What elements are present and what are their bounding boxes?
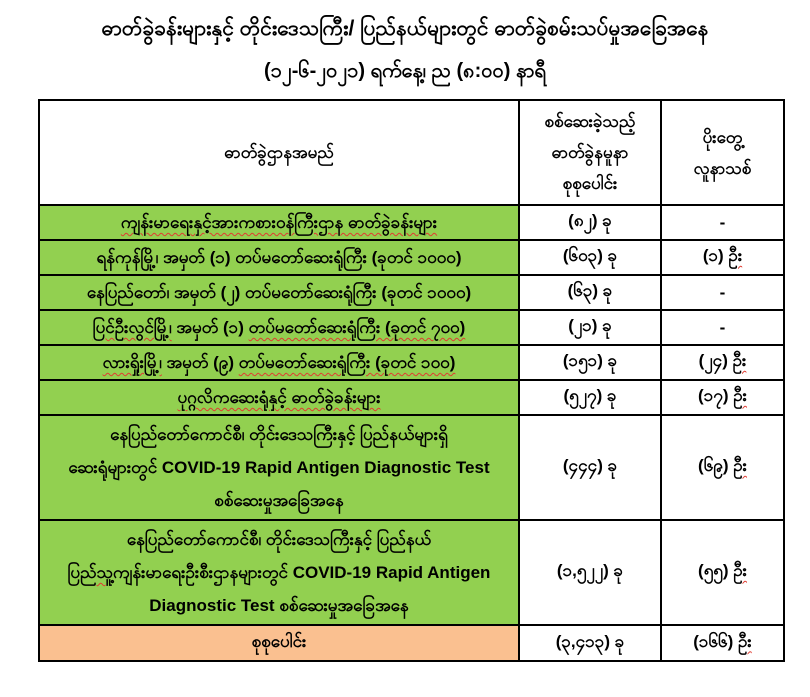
count-value: (၅၂၇): [563, 386, 607, 405]
lab-name-cell: [39, 345, 519, 380]
report-title: [0, 0, 810, 86]
samples-cell: [519, 310, 661, 345]
positives-cell: [661, 380, 784, 415]
positives-cell: [661, 240, 784, 275]
count-unit: ခု: [606, 386, 617, 405]
lab-name-cell: [39, 380, 519, 415]
lab-name-text: နေပြည်တော်၊ အမှတ် (၂) တပ်မတော်ဆေးရုံကြီး (ခုတင် ၁၀၀၀): [86, 283, 472, 302]
count-value: (၁၅၁): [562, 351, 608, 370]
lab-name-text: ကျန်းမာရေးနှင့်အားကစားဝန်ကြီးဌာန ဓာတ်ခွဲခန်းများ: [120, 213, 438, 232]
count-value: (၈၂): [568, 211, 603, 230]
count-value: (၆၉): [698, 456, 734, 475]
table-row: [39, 310, 784, 345]
table-row: [39, 345, 784, 380]
samples-cell: [519, 240, 661, 275]
lab-name-cell: [39, 240, 519, 275]
count-value: (၆၃): [567, 281, 603, 300]
table-row: [39, 520, 784, 625]
header-samples-total: [519, 100, 661, 205]
header-positives-line2: လူနာသစ်: [693, 158, 752, 178]
count-unit: ခု: [607, 246, 618, 265]
lab-name-cell: [39, 275, 519, 310]
count-unit: ခု: [607, 456, 618, 475]
count-value: (၆၀၃): [562, 246, 608, 265]
count-unit: ဦး: [733, 386, 747, 405]
lab-name-text: အမှတ် (၉): [161, 353, 239, 372]
lab-name-text: စစ်ဆေးမှုအခြေအနေ: [214, 491, 344, 510]
samples-cell: [519, 205, 661, 240]
header-positives-line1: ပိုးတွေ့: [702, 127, 743, 147]
lab-name-text: လားရှိုးမြို့၊: [102, 353, 162, 372]
total-positives-cell: [661, 625, 784, 661]
header-samples-line1: စစ်ဆေးခဲ့သည့်: [544, 112, 636, 131]
samples-cell: [519, 345, 661, 380]
count-unit: ခု: [614, 631, 625, 651]
header-row: [39, 100, 784, 205]
count-unit: ဦး: [728, 246, 743, 265]
samples-cell: [519, 520, 661, 625]
count-unit: ဦး: [732, 351, 747, 370]
count-unit: ဦး: [733, 456, 747, 475]
positives-cell: -: [661, 205, 784, 240]
count-unit: ခု: [602, 316, 612, 335]
samples-cell: [519, 380, 661, 415]
lab-name-text: တပ်မတော်ဆေးရုံကြီး (ခုတင် ၇၀၀): [248, 318, 466, 337]
table-row: [39, 275, 784, 310]
header-lab-name: ဓာတ်ခွဲဌာနအမည်: [39, 100, 519, 205]
positives-cell: [661, 345, 784, 380]
table-row: [39, 205, 784, 240]
positives-cell: [661, 415, 784, 520]
lab-name-text: ရန်ကုန်မြို့၊ အမှတ် (၁) တပ်မတော်ဆေးရုံကြီး (ခုတင် ၁၀၀၀): [96, 248, 462, 267]
lab-name-cell: [39, 310, 519, 345]
count-value: (၄၄၄): [562, 456, 608, 475]
lab-name-text: ပုဂ္ဂလိကဆေးရုံနှင့် ဓာတ်ခွဲခန်းများ: [177, 388, 381, 407]
table-body: [39, 205, 784, 661]
count-unit: ခု: [602, 211, 612, 230]
count-value: (၅၅): [698, 561, 734, 580]
lab-name-text: အမှတ် (၁): [171, 318, 249, 337]
table-row: [39, 415, 784, 520]
total-samples-cell: [519, 625, 661, 661]
lab-name-cell: [39, 520, 519, 625]
count-unit: ခု: [607, 351, 618, 370]
count-unit: ဦး: [733, 561, 747, 580]
positives-cell: -: [661, 275, 784, 310]
lab-name-text: နေပြည်တော်ကောင်စီ၊ တိုင်းဒေသကြီးနှင့် ပြည်နယ်: [126, 530, 432, 549]
lab-name-text: ပြည်သူ့: [67, 563, 113, 582]
header-new-positives: [661, 100, 784, 205]
report-title-line1: ဓာတ်ခွဲခန်းများနှင့် တိုင်းဒေသကြီး/ ပြည်နယ်များတွင် ဓာတ်ခွဲစမ်းသပ်မှုအခြေအနေ: [101, 17, 709, 40]
lab-name-text: တပ်မတော်ဆေးရုံကြီး (ခုတင် ၁၀၀): [238, 353, 456, 372]
count-value: (၂၄): [698, 351, 733, 370]
lab-name-text: ကျန်းမာရေးဦးစီးဌာနများတွင် COVID-19 Rapid Antigen: [113, 563, 491, 582]
lab-results-table: [38, 99, 785, 662]
lab-name-text: ဆေးရုံများတွင် COVID-19 Rapid Antigen Diagnostic Test: [68, 458, 490, 477]
header-samples-line2: ဓာတ်ခွဲနမူနာ: [551, 143, 629, 162]
lab-name-text: နေပြည်တော်ကောင်စီ၊ တိုင်းဒေသကြီးနှင့် ပြည်နယ်များရှိ: [110, 425, 448, 444]
table-row: [39, 240, 784, 275]
count-unit: ဦး: [737, 631, 752, 651]
lab-name-text: Diagnostic Test စစ်ဆေးမှုအခြေအနေ: [149, 596, 409, 615]
count-value: (၂၁): [568, 316, 603, 335]
count-value: (၁): [702, 246, 729, 265]
positives-cell: [661, 520, 784, 625]
count-value: (၁,၅၂၂): [556, 561, 614, 580]
table-row: [39, 380, 784, 415]
count-unit: ခု: [602, 281, 613, 300]
count-unit: ခု: [613, 561, 624, 580]
total-row: [39, 625, 784, 661]
count-value: (၁၆၆): [693, 631, 738, 651]
samples-cell: [519, 415, 661, 520]
lab-name-cell: [39, 205, 519, 240]
total-label-cell: စုစုပေါင်း: [39, 625, 519, 661]
lab-name-text: ပြင်ဦးလွင်မြို့၊: [92, 318, 172, 337]
samples-cell: [519, 275, 661, 310]
count-value: (၁၇): [698, 386, 734, 405]
header-samples-line3: စုစုပေါင်း: [562, 174, 618, 193]
count-value: (၃,၄၁၃): [555, 631, 615, 651]
lab-name-cell: [39, 415, 519, 520]
report-title-line2: (၁၂-၆-၂၀၂၁) ရက်နေ့၊ ည (၈:၀၀) နာရီ: [263, 60, 547, 82]
positives-cell: -: [661, 310, 784, 345]
